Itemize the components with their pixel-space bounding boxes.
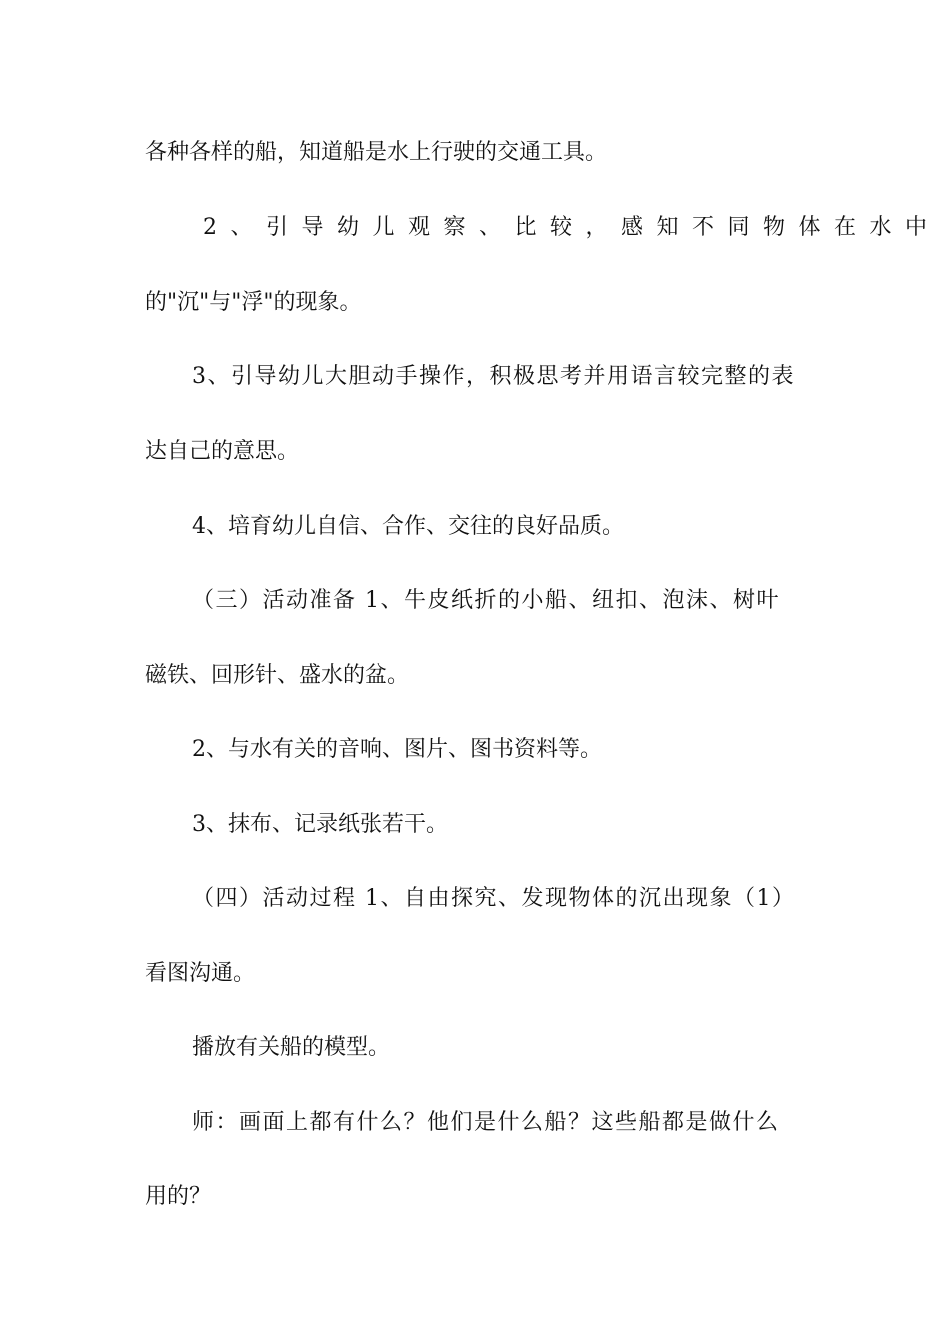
text-line-13: 播放有关船的模型。 xyxy=(192,1035,391,1060)
text-line-1: 各种各样的船，知道船是水上行驶的交通工具。 xyxy=(145,140,608,165)
text-line-3: 的"沉"与"浮"的现象。 xyxy=(145,290,362,315)
text-line-9: 2、与水有关的音响、图片、图书资料等。 xyxy=(192,737,602,762)
text-line-6: 4、培育幼儿自信、合作、交往的良好品质。 xyxy=(192,514,624,539)
text-line-15: 用的？ xyxy=(145,1184,212,1209)
text-line-2: 2、引导幼儿观察、比较，感知不同物体在水中 xyxy=(203,215,941,240)
text-line-8: 磁铁、回形针、盛水的盆。 xyxy=(145,663,410,688)
text-line-7: （三）活动准备 1、牛皮纸折的小船、纽扣、泡沫、树叶 xyxy=(192,588,780,613)
text-line-14: 师：画面上都有什么？他们是什么船？这些船都是做什么 xyxy=(192,1110,780,1135)
text-line-4: 3、引导幼儿大胆动手操作，积极思考并用语言较完整的表 xyxy=(192,364,795,389)
text-line-5: 达自己的意思。 xyxy=(145,439,300,464)
text-line-11: （四）活动过程 1、自由探究、发现物体的沉出现象（1） xyxy=(192,886,796,911)
text-line-12: 看图沟通。 xyxy=(145,961,256,986)
text-line-10: 3、抹布、记录纸张若干。 xyxy=(192,812,448,837)
